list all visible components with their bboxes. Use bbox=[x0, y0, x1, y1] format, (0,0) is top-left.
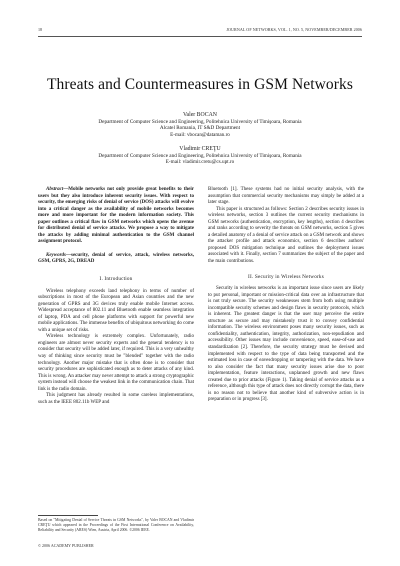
author-name: Vladimir CREŢU bbox=[179, 146, 221, 152]
paper-title: Threats and Countermeasures in GSM Networks bbox=[46, 76, 354, 93]
right-column bbox=[208, 187, 364, 404]
body-paragraph: Bluetooth [1]. These systems had no initial security analysis, with the assumption that commercial security mechanisms may simply be added at a later stage. bbox=[208, 187, 364, 206]
running-header bbox=[38, 27, 362, 35]
keywords-text: —security, denial of service, attack, wireless networks, GSM, GPRS, 2G, DREAD bbox=[38, 252, 194, 265]
author-block-2 bbox=[0, 146, 400, 166]
page-number: 18 bbox=[38, 27, 43, 32]
footnote: Based on "Mitigating Denial of Service Threats in GSM Networks", by Valer BOCAN and Vladimir CREŢU which appeared in the Proceedings of the First International Conference on Availability, Reliability and Security (ARES) Wien, Austria, April 2006. ©2006 IEEE. bbox=[38, 518, 194, 532]
author-affiliation: Department of Computer Science and Engineering, Politehnica University of Timişoara, Romania bbox=[98, 152, 302, 159]
author-organization: Alcatel Romania, IT S&D Department bbox=[159, 125, 241, 132]
body-paragraph: Wireless telephony exceeds land telephony in terms of number of subscriptions in most of the European and Asian countries and the new generation of GPRS and 3G devices truly enable mobile Internet access. Widespread acceptance of 802.11 and Bluetooth enable seamless integration of laptop, PDA and cell phone platforms with support for powerful new mobile applications. The immense benefits of ubiquitous networking do come with a unique set of risks. bbox=[38, 288, 194, 333]
section-heading-introduction: I. Introduction bbox=[99, 276, 133, 283]
body-paragraph: Security in wireless networks is an important issue since users are likely to put personal, important or mission-critical data over an infrastructure that is not truly secure. The security weaknesses stem from both using multiple incompatible security schemes and design flaws in security protocols, which is inherent. The greatest danger is that the user may perceive the entire structure as secure and may mistakenly trust it to convey confidential information. The wireless environment poses many security issues, such as confidentiality, authentication, integrity, authorization, non-repudiation and accessibility. Other issues may include convenience, speed, ease-of-use and standardization [2]. Therefore, the security strategy must be devised and implemented with respect to the type of data being transported and the estimated loss in case of eavesdropping or tampering with the data. We have to also consider the fact that many security issues arise due to poor implementation, feature interactions, unplanned growth and new flaws created due to prior attacks (Figure 1). Taking denial of service attacks as a reference, although this type of attack does not directly corrupt the data, there is no reason not to believe that another kind of subversive action is in preparation or in progress [3]. bbox=[208, 286, 364, 403]
publisher-footer: © 2006 ACADEMY PUBLISHER bbox=[38, 543, 94, 548]
header-rule bbox=[38, 36, 362, 37]
left-column bbox=[38, 187, 194, 406]
author-email: E-mail: vladimir.cretu@cs.upt.ro bbox=[165, 159, 235, 166]
author-name: Valer BOCAN bbox=[183, 112, 217, 118]
section-heading-security: II. Security in Wireless Networks bbox=[248, 273, 324, 280]
footnote-rule bbox=[38, 515, 98, 516]
abstract-text: —Mobile networks not only provide great benefits to their users but they also introduce inherent security issues. With respect to security, the emerging risks of denial of service (DOS) attacks will evolve into a critical danger as the availability of mobile networks becomes more and more important for the modern information society. This paper outlines a critical flaw in GSM networks which opens the avenue for distributed denial of service attacks. We propose a way to mitigate the attacks by adding minimal authentication to the GSM channel assignment protocol. bbox=[38, 187, 194, 245]
body-paragraph: Wireless technology is extremely complex. Unfortunately, radio engineers are almost never security experts and the general tendency is to consider that security will be added later, if required. This is a very unhealthy way of thinking since security must be "blended" together with the radio technology. Another major mistake that is often done is to consider that security procedures are sophisticated enough as to deter attacks of any kind. This is wrong. An attacker may never attempt to attack a strong cryptographic system instead will choose the weakest link in the communication chain. That link is the radio domain. bbox=[38, 334, 194, 392]
body-paragraph: This paper is structured as follows: Section 2 describes security issues in wireless networks, section 3 outlines the current security mechanisms in GSM networks (authentication, encryption, key lengths), section 4 describes and ranks according to severity the threats on GSM networks, section 5 gives a detailed anatomy of a denial of service attack on a GSM network and shows the attacker profile and attack economics, section 6 describes authors' proposed DOS mitigation technique and outlines the deployment issues associated with it. Finally, section 7 summarizes the subject of the paper and the main contributions. bbox=[208, 206, 364, 265]
body-paragraph: This judgment has already resulted in some careless implementations, such as the IEEE 802.11b WEP and bbox=[38, 393, 194, 405]
author-block-1 bbox=[0, 112, 400, 138]
author-affiliation: Department of Computer Science and Engineering, Politehnica University of Timişoara, Romania bbox=[98, 118, 302, 125]
keywords-label: Keywords bbox=[46, 252, 66, 258]
abstract-label: Abstract bbox=[46, 187, 64, 192]
abstract bbox=[38, 187, 194, 246]
author-email: E-mail: vbocan@dataman.ro bbox=[170, 131, 230, 138]
keywords bbox=[38, 253, 194, 266]
journal-name: JOURNAL OF NETWORKS, VOL. 1, NO. 5, NOVEMBER/DECEMBER 2006 bbox=[226, 27, 362, 32]
